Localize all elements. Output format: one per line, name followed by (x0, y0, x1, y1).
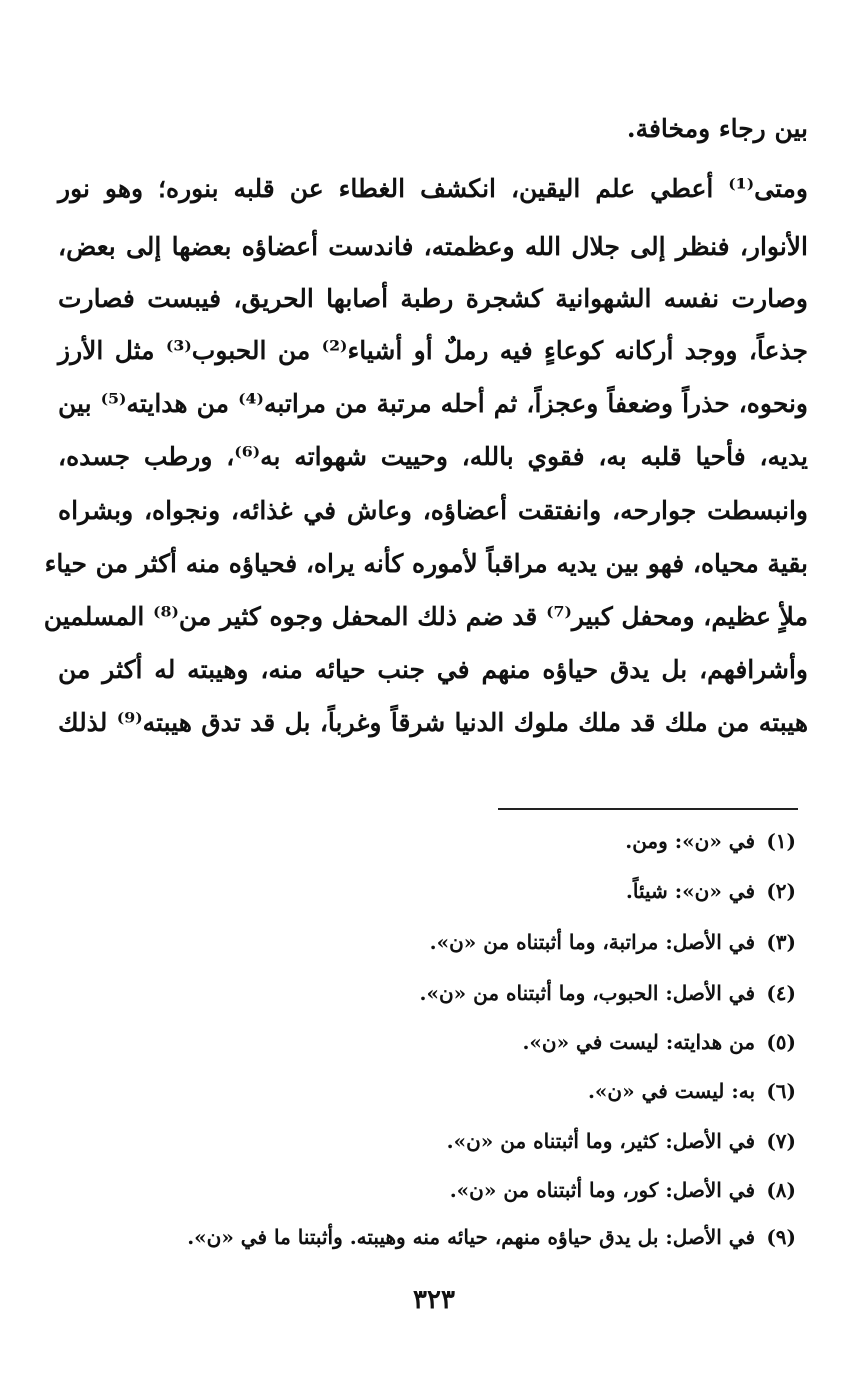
body-line-7: يديه، فأحيا قلبه به، فقوي بالله، وحييت شهواته به⁽⁶⁾، ورطب جسده، (58, 442, 808, 471)
footnote-number: (٤) (766, 981, 796, 1005)
body-line-1: بين رجاء ومخافة. (626, 114, 808, 143)
footnote-6 (56, 1066, 796, 1116)
footnote-separator (498, 808, 798, 810)
footnote-number: (٢) (766, 879, 796, 903)
footnote-1 (56, 816, 796, 866)
body-line-12: هيبته من ملك قد ملك ملوك الدنيا شرقاً وغرباً، بل قد تدق هيبته⁽⁹⁾ لذلك (58, 708, 809, 737)
body-line-5: جذعاً، ووجد أركانه كوعاءٍ فيه رملٌ أو أشياء⁽²⁾ من الحبوب⁽³⁾ مثل الأرز (58, 336, 809, 365)
footnote-number: (٨) (766, 1178, 796, 1202)
body-line-6: ونحوه، حذراً وضعفاً وعجزاً، ثم أحله مرتبة من مراتبه⁽⁴⁾ من هدايته⁽⁵⁾ بين (58, 389, 808, 418)
footnote-number: (٦) (766, 1079, 796, 1103)
footnote-text: من هدايته: ليست في «ن». (522, 1030, 756, 1054)
body-line-2: ومتى⁽¹⁾ أعطي علم اليقين، انكشف الغطاء عن قلبه بنوره؛ وهو نور (58, 174, 808, 203)
footnote-number: (١) (766, 829, 796, 853)
page-number: ٣٢٣ (413, 1285, 455, 1315)
footnote-9 (56, 1212, 796, 1262)
body-line-8: وانبسطت جوارحه، وانفتقت أعضاؤه، وعاش في غذائه، ونجواه، وبشراه (58, 496, 808, 525)
footnote-number: (٣) (766, 930, 796, 954)
footnote-5 (56, 1017, 796, 1067)
footnote-text: في الأصل: الحبوب، وما أثبتناه من «ن». (419, 981, 756, 1005)
footnote-text: في الأصل: كثير، وما أثبتناه من «ن». (446, 1129, 756, 1153)
body-line-4: وصارت نفسه الشهوانية كشجرة رطبة أصابها الحريق، فيبست فصارت (58, 284, 808, 313)
body-line-3: الأنوار، فنظر إلى جلال الله وعظمته، فاندست أعضاؤه بعضها إلى بعض، (58, 232, 808, 261)
footnote-2 (56, 866, 796, 916)
footnote-text: في «ن»: شيئاً. (625, 879, 756, 903)
body-line-9: بقية محياه، فهو بين يديه مراقباً لأموره كأنه يراه، فحياؤه منه أكثر من حياء (44, 549, 808, 578)
footnote-text: في الأصل: مراتبة، وما أثبتناه من «ن». (429, 930, 756, 954)
footnote-8 (56, 1165, 796, 1215)
footnote-text: في الأصل: بل يدق حياؤه منهم، حيائه منه وهيبته. وأثبتنا ما في «ن». (187, 1225, 756, 1249)
footnote-number: (٩) (766, 1225, 796, 1249)
footnote-text: به: ليست في «ن». (587, 1079, 756, 1103)
body-line-10: ملأٍ عظيم، ومحفل كبير⁽⁷⁾ قد ضم ذلك المحفل وجوه كثير من⁽⁸⁾ المسلمين (43, 602, 808, 631)
body-line-11: وأشرافهم، بل يدق حياؤه منهم في جنب حيائه منه، وهيبته له أكثر من (58, 655, 808, 684)
footnote-number: (٥) (766, 1030, 796, 1054)
footnote-7 (56, 1116, 796, 1166)
footnote-text: في «ن»: ومن. (625, 829, 756, 853)
footnote-4 (56, 968, 796, 1018)
footnote-3 (56, 917, 796, 967)
footnote-text: في الأصل: كور، وما أثبتناه من «ن». (449, 1178, 756, 1202)
footnote-number: (٧) (766, 1129, 796, 1153)
